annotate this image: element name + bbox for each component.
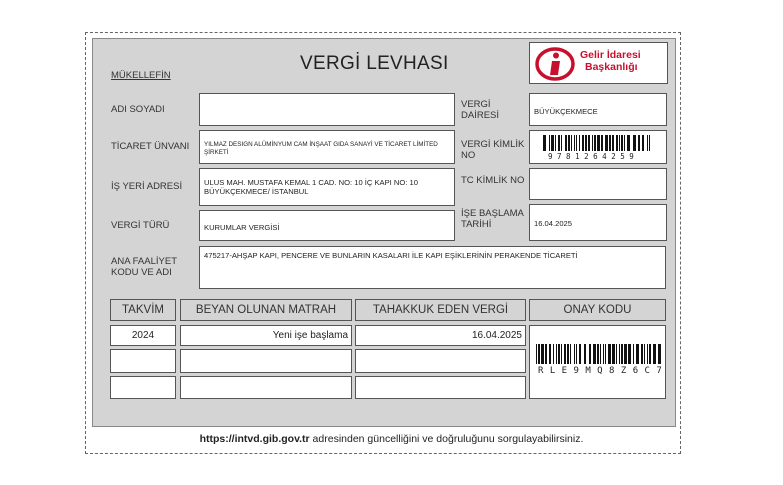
table-cell <box>355 349 526 373</box>
barcode-bar <box>612 344 615 364</box>
vergi-turu-field: KURUMLAR VERGİSİ <box>199 210 455 241</box>
barcode-bar <box>597 135 600 151</box>
footer-text: adresinden güncelliğini ve doğruluğunu sorgulayabilirsiniz. <box>309 433 584 445</box>
table-cell: 16.04.2025 <box>355 325 526 346</box>
barcode-bar <box>600 344 601 364</box>
mukellef-label: MÜKELLEFİN <box>111 70 171 81</box>
barcode-bar <box>584 344 586 364</box>
onay-kodu-text: R L E 9 M Q 8 Z 6 C 7 <box>538 366 663 376</box>
barcode-bar <box>594 135 596 151</box>
vergi-turu-label: VERGİ TÜRÜ <box>111 220 170 231</box>
barcode-bar <box>616 344 617 364</box>
barcode-bar <box>561 344 562 364</box>
footer-note <box>0 433 783 445</box>
table-header-takvim: TAKVİM <box>110 299 176 321</box>
barcode-bar <box>642 135 644 151</box>
barcode-bar <box>658 344 661 364</box>
vkn-digits: 9 7 8 1 2 6 4 2 5 9 <box>548 152 634 161</box>
barcode-bar <box>558 135 560 151</box>
onay-barcode <box>536 344 661 364</box>
table-cell <box>110 349 176 373</box>
barcode-bar <box>608 344 611 364</box>
barcode-bar <box>644 344 645 364</box>
barcode-bar <box>603 344 604 364</box>
barcode-bar <box>624 135 625 151</box>
barcode-bar <box>576 135 577 151</box>
barcode-bar <box>543 135 546 151</box>
barcode-bar <box>538 344 540 364</box>
vergi-kimlik-no-field <box>529 130 667 164</box>
barcode-bar <box>556 344 557 364</box>
barcode-bar <box>633 344 634 364</box>
barcode-bar <box>621 344 623 364</box>
ticaret-unvani-label: TİCARET ÜNVANI <box>111 141 190 152</box>
onay-kodu-field <box>529 325 666 399</box>
table-header-vergi: TAHAKKUK EDEN VERGİ <box>355 299 526 321</box>
barcode-bar <box>638 135 640 151</box>
barcode-bar <box>561 135 562 151</box>
barcode-bar <box>612 135 614 151</box>
barcode-bar <box>588 135 590 151</box>
barcode-bar <box>605 344 606 364</box>
barcode-bar <box>621 135 623 151</box>
barcode-bar <box>565 135 567 151</box>
barcode-bar <box>571 135 572 151</box>
barcode-bar <box>574 344 575 364</box>
tc-kimlik-no-field <box>529 168 667 200</box>
barcode-bar <box>627 135 630 151</box>
is-yeri-adresi-label: İŞ YERİ ADRESİ <box>111 181 183 192</box>
barcode-bar <box>641 344 643 364</box>
ana-faaliyet-field: 475217-AHŞAP KAPI, PENCERE VE BUNLARIN KASALARI İLE KAPI EŞİKLERİNİN PERAKENDE TİCARETİ <box>199 246 666 289</box>
barcode-bar <box>649 135 650 151</box>
ana-faaliyet-label: ANA FAALİYET KODU VE ADI <box>111 256 177 278</box>
barcode-bar <box>616 135 618 151</box>
adi-soyadi-field <box>199 93 455 126</box>
barcode-bar <box>619 344 620 364</box>
table-cell <box>110 376 176 399</box>
table-cell: Yeni işe başlama <box>180 325 352 346</box>
barcode-bar <box>647 135 648 151</box>
barcode-bar <box>624 344 627 364</box>
barcode-bar <box>553 344 554 364</box>
barcode-bar <box>653 344 656 364</box>
barcode-bar <box>619 135 620 151</box>
barcode-bar <box>589 344 591 364</box>
ise-baslama-field: 16.04.2025 <box>529 204 667 241</box>
barcode-bar <box>582 135 584 151</box>
barcode-bar <box>541 344 544 364</box>
logo-line1: Gelir İdaresi <box>580 49 641 61</box>
ticaret-unvani-field: YILMAZ DESIGN ALÜMİNYUM CAM İNŞAAT GIDA SANAYİ VE TİCARET LİMİTED ŞİRKETİ <box>199 130 455 164</box>
barcode-bar <box>558 344 560 364</box>
barcode-bar <box>579 344 581 364</box>
vergi-dairesi-field: BÜYÜKÇEKMECE <box>529 93 667 126</box>
barcode-bar <box>579 135 580 151</box>
barcode-bar <box>574 135 575 151</box>
barcode-bar <box>628 344 631 364</box>
barcode-bar <box>647 344 648 364</box>
vergi-dairesi-label: VERGİ DAİRESİ <box>461 99 500 121</box>
barcode-bar <box>576 344 577 364</box>
gib-logo-icon <box>535 47 575 81</box>
barcode-bar <box>609 135 611 151</box>
barcode-bar <box>605 135 608 151</box>
barcode-bar <box>551 135 554 151</box>
page-title: VERGİ LEVHASI <box>300 53 449 74</box>
table-header-matrah: BEYAN OLUNAN MATRAH <box>180 299 352 321</box>
barcode-bar <box>570 344 571 364</box>
barcode-bar <box>593 344 596 364</box>
barcode-bar <box>597 344 599 364</box>
gib-logo <box>529 42 668 84</box>
table-cell <box>355 376 526 399</box>
table-cell <box>180 349 352 373</box>
vkn-barcode <box>543 135 653 151</box>
barcode-bar <box>568 135 570 151</box>
table-header-onay: ONAY KODU <box>529 299 666 321</box>
table-cell: 2024 <box>110 325 176 346</box>
tc-kimlik-no-label: TC KİMLİK NO <box>461 175 525 186</box>
vergi-kimlik-no-label: VERGİ KİMLİK NO <box>461 139 525 161</box>
barcode-bar <box>567 344 569 364</box>
barcode-bar <box>601 135 603 151</box>
barcode-bar <box>585 135 587 151</box>
barcode-bar <box>555 135 556 151</box>
adi-soyadi-label: ADI SOYADI <box>111 104 165 115</box>
barcode-bar <box>549 135 550 151</box>
barcode-bar <box>633 135 636 151</box>
barcode-bar <box>649 344 651 364</box>
barcode-bar <box>536 344 537 364</box>
table-cell <box>180 376 352 399</box>
ise-baslama-label: İŞE BAŞLAMA TARİHİ <box>461 208 524 230</box>
barcode-bar <box>636 344 639 364</box>
logo-line2: Başkanlığı <box>585 61 638 73</box>
barcode-bar <box>564 344 566 364</box>
barcode-bar <box>592 135 593 151</box>
barcode-bar <box>549 344 551 364</box>
footer-url[interactable]: https://intvd.gib.gov.tr <box>199 433 310 445</box>
barcode-bar <box>545 344 547 364</box>
is-yeri-adresi-field: ULUS MAH. MUSTAFA KEMAL 1 CAD. NO: 10 İÇ KAPI NO: 10 BÜYÜKÇEKMECE/ İSTANBUL <box>199 168 455 206</box>
